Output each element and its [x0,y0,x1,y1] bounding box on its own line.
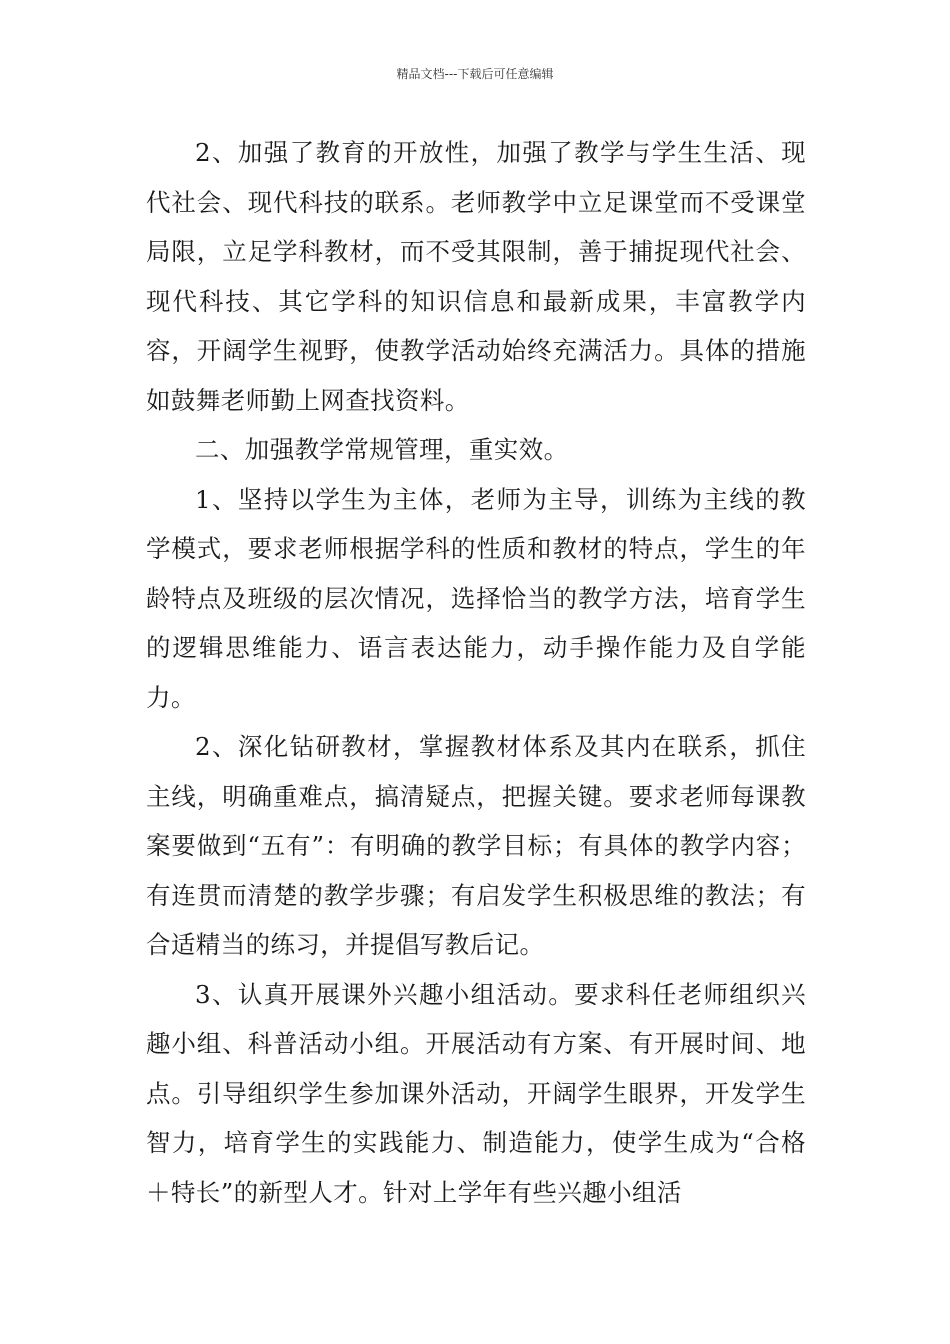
paragraph-1: 2、加强了教育的开放性，加强了教学与学生生活、现代社会、现代科技的联系。老师教学中立足课堂而不受课堂局限，立足学科教材，而不受其限制，善于捕捉现代社会、现代科技、其它学科的知识信息和最新成果，丰富教学内容，开阔学生视野，使教学活动始终充满活力。具体的措施如鼓舞老师勤上网查找资料。 [146,138,806,415]
paragraph-2: 1、坚持以学生为主体，老师为主导，训练为主线的教学模式，要求老师根据学科的性质和教材的特点，学生的年龄特点及班级的层次情况，选择恰当的教学方法，培育学生的逻辑思维能力、语言表达能力，动手操作能力及自学能力。 [146,484,806,712]
paragraph-3: 2、深化钻研教材，掌握教材体系及其内在联系，抓住主线，明确重难点，搞清疑点，把握关键。要求老师每课教案要做到“五有”：有明确的教学目标；有具体的教学内容；有连贯而清楚的教学步骤；有启发学生积极思维的教法；有合适精当的练习，并提倡写教后记。 [146,732,806,959]
page-header: 精品文档---下载后可任意编辑 [396,67,554,81]
document-body [146,128,806,1217]
paragraph-4: 3、认真开展课外兴趣小组活动。要求科任老师组织兴趣小组、科普活动小组。开展活动有方案、有开展时间、地点。引导组织学生参加课外活动，开阔学生眼界，开发学生智力，培育学生的实践能力、制造能力，使学生成为“合格＋特长”的新型人才。针对上学年有些兴趣小组活 [146,979,806,1207]
section-heading: 二、加强教学常规管理，重实效。 [195,435,569,464]
